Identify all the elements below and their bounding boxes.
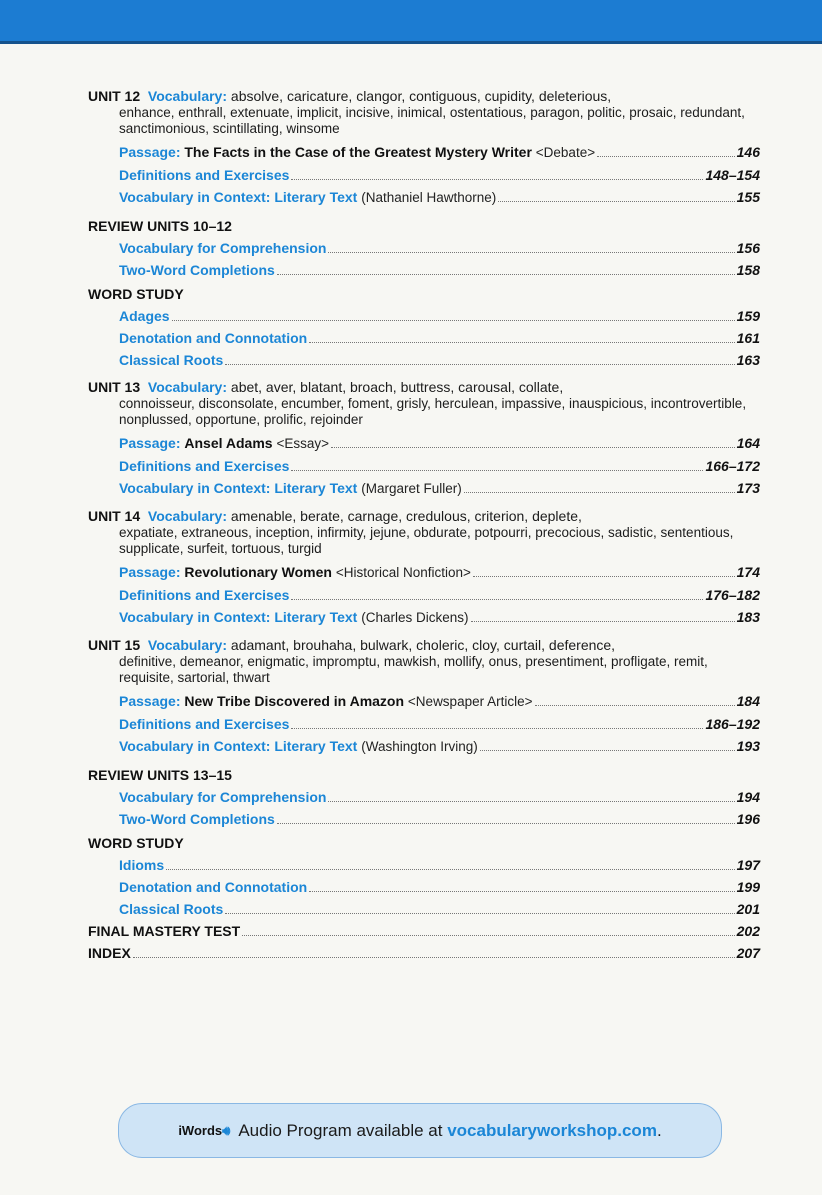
page-number: 183 [736, 609, 760, 625]
passage-title: New Tribe Discovered in Amazon [184, 693, 405, 709]
entry-label: FINAL MASTERY TEST [88, 923, 241, 939]
passage-type: <Historical Nonfiction> [335, 565, 471, 580]
page-number: 159 [736, 308, 760, 324]
unit-12 [88, 88, 760, 209]
toc-entry-definitions[interactable] [88, 164, 760, 186]
vocab-in-context-label: Vocabulary in Context: Literary Text [119, 738, 358, 754]
vocab-in-context-label: Vocabulary in Context: Literary Text [119, 609, 358, 625]
leader-dots [291, 599, 703, 600]
leader-dots [291, 179, 703, 180]
entry-label: Denotation and Connotation [119, 330, 308, 346]
page-number: 186–192 [705, 716, 760, 732]
toc-entry[interactable] [88, 259, 760, 281]
vocabulary-words: expatiate, extraneous, inception, infirmity, jejune, obdurate, potpourri, precocious, sadistic, sententious, supplicate, surfeit, tortuous, turgid [119, 525, 734, 556]
page-number: 164 [736, 435, 760, 451]
leader-dots [242, 935, 734, 936]
vocabulary-words: connoisseur, disconsolate, encumber, foment, grisly, herculean, impassive, inauspicious, incontrovertible, nonplussed, opportune, prolific, rejoinder [119, 396, 747, 427]
unit-title: UNIT 12 [88, 88, 141, 104]
vocabulary-words-first: adamant, brouhaha, bulwark, choleric, cloy, curtail, deference, [230, 637, 616, 653]
definitions-label: Definitions and Exercises [119, 587, 290, 603]
page-number: 148–154 [705, 167, 760, 183]
toc-entry[interactable] [88, 786, 760, 808]
unit-13 [88, 379, 760, 500]
toc-entry-vocab-in-context[interactable] [88, 735, 760, 758]
toc-entry[interactable] [88, 237, 760, 259]
page-number: 155 [736, 189, 760, 205]
entry-label: Vocabulary for Comprehension [119, 240, 327, 256]
toc-entry[interactable] [88, 305, 760, 327]
toc-entry-passage[interactable] [88, 690, 760, 713]
leader-dots [473, 576, 735, 577]
entry-label: Denotation and Connotation [119, 879, 308, 895]
toc-entry-definitions[interactable] [88, 584, 760, 606]
definitions-label: Definitions and Exercises [119, 716, 290, 732]
leader-dots [309, 891, 734, 892]
iwords-logo [178, 1123, 230, 1139]
toc-entry-index[interactable] [88, 942, 760, 964]
page-number: 194 [736, 789, 760, 805]
entry-label: Classical Roots [119, 352, 224, 368]
website-link[interactable]: vocabularyworkshop.com [447, 1120, 657, 1140]
unit-14 [88, 508, 760, 629]
page-number: 166–172 [705, 458, 760, 474]
author: (Charles Dickens) [361, 610, 469, 625]
leader-dots [166, 869, 735, 870]
author: (Nathaniel Hawthorne) [361, 190, 497, 205]
page-number: 173 [736, 480, 760, 496]
word-study-heading: WORD STUDY [88, 835, 184, 851]
vocabulary-words: enhance, enthrall, extenuate, implicit, incisive, inimical, ostentatious, paragon, politic, prosaic, redundant, sanctimonious, scintillating, winsome [119, 105, 745, 136]
passage-label: Passage: [119, 564, 181, 580]
leader-dots [498, 201, 734, 202]
unit-header [88, 508, 760, 525]
toc-entry-passage[interactable] [88, 432, 760, 455]
page-number: 197 [736, 857, 760, 873]
unit-header [88, 88, 760, 105]
page-number: 158 [736, 262, 760, 278]
page-number: 146 [736, 144, 760, 160]
vocabulary-words-first: abet, aver, blatant, broach, buttress, carousal, collate, [230, 379, 564, 395]
passage-label: Passage: [119, 693, 181, 709]
toc-entry[interactable] [88, 349, 760, 371]
page-number: 196 [736, 811, 760, 827]
passage-label: Passage: [119, 144, 181, 160]
iwords-logo-text: iWords [178, 1122, 223, 1138]
vocabulary-words-first: absolve, caricature, clangor, contiguous, cupidity, deleterious, [230, 88, 612, 104]
leader-dots [597, 156, 735, 157]
toc-entry-passage[interactable] [88, 141, 760, 164]
entry-label: Vocabulary for Comprehension [119, 789, 327, 805]
banner-period: . [656, 1120, 662, 1140]
page-number: 176–182 [705, 587, 760, 603]
entry-label: INDEX [88, 945, 131, 961]
leader-dots [535, 705, 735, 706]
leader-dots [277, 823, 735, 824]
unit-header [88, 379, 760, 396]
vocabulary-label: Vocabulary: [147, 379, 228, 395]
table-of-contents [88, 88, 760, 964]
entry-label: Idioms [119, 857, 165, 873]
page-number: 202 [736, 923, 760, 939]
passage-type: <Newspaper Article> [407, 694, 533, 709]
leader-dots [328, 252, 734, 253]
page-number: 201 [736, 901, 760, 917]
toc-entry-vocab-in-context[interactable] [88, 606, 760, 629]
unit-title: UNIT 13 [88, 379, 141, 395]
audio-program-banner [118, 1103, 722, 1158]
page-number: 184 [736, 693, 760, 709]
page-number: 156 [736, 240, 760, 256]
toc-entry-final-mastery-test[interactable] [88, 920, 760, 942]
passage-type: <Debate> [535, 145, 596, 160]
passage-title: Revolutionary Women [184, 564, 332, 580]
page-number: 174 [736, 564, 760, 580]
entry-label: Two-Word Completions [119, 262, 275, 278]
leader-dots [225, 913, 734, 914]
banner-text: Audio Program available at [238, 1120, 443, 1140]
leader-dots [291, 728, 703, 729]
top-color-bar [0, 0, 822, 44]
toc-entry-definitions[interactable] [88, 713, 760, 735]
vocabulary-words: definitive, demeanor, enigmatic, impromptu, mawkish, mollify, onus, presentiment, profligate, remit, requisite, sartorial, thwart [119, 654, 708, 685]
page-number: 163 [736, 352, 760, 368]
review-units-heading: REVIEW UNITS 10–12 [88, 218, 232, 234]
toc-entry-passage[interactable] [88, 561, 760, 584]
author: (Washington Irving) [361, 739, 478, 754]
leader-dots [464, 492, 735, 493]
unit-header [88, 637, 760, 654]
entry-label: Two-Word Completions [119, 811, 275, 827]
toc-entry[interactable] [88, 808, 760, 830]
vocab-in-context-label: Vocabulary in Context: Literary Text [119, 480, 358, 496]
toc-entry[interactable] [88, 876, 760, 898]
vocabulary-words-first: amenable, berate, carnage, credulous, criterion, deplete, [230, 508, 582, 524]
definitions-label: Definitions and Exercises [119, 167, 290, 183]
leader-dots [225, 364, 734, 365]
vocab-in-context-label: Vocabulary in Context: Literary Text [119, 189, 358, 205]
toc-entry[interactable] [88, 327, 760, 349]
page-number: 199 [736, 879, 760, 895]
leader-dots [277, 274, 735, 275]
word-study-heading: WORD STUDY [88, 286, 184, 302]
page-number: 207 [736, 945, 760, 961]
page-number: 193 [736, 738, 760, 754]
vocabulary-label: Vocabulary: [147, 637, 228, 653]
toc-entry[interactable] [88, 854, 760, 876]
entry-label: Classical Roots [119, 901, 224, 917]
definitions-label: Definitions and Exercises [119, 458, 290, 474]
leader-dots [328, 801, 734, 802]
passage-type: <Essay> [276, 436, 329, 451]
leader-dots [471, 621, 735, 622]
passage-title: Ansel Adams [184, 435, 273, 451]
toc-entry-vocab-in-context[interactable] [88, 186, 760, 209]
leader-dots [480, 750, 735, 751]
author: (Margaret Fuller) [361, 481, 462, 496]
leader-dots [172, 320, 735, 321]
toc-entry-vocab-in-context[interactable] [88, 477, 760, 500]
leader-dots [133, 957, 735, 958]
leader-dots [331, 447, 735, 448]
entry-label: Adages [119, 308, 170, 324]
unit-title: UNIT 15 [88, 637, 141, 653]
leader-dots [291, 470, 703, 471]
toc-entry[interactable] [88, 898, 760, 920]
unit-title: UNIT 14 [88, 508, 141, 524]
vocabulary-label: Vocabulary: [147, 508, 228, 524]
sound-wave-icon: 🔊︎ [222, 1122, 231, 1138]
passage-title: The Facts in the Case of the Greatest Mystery Writer [184, 144, 532, 160]
review-units-heading: REVIEW UNITS 13–15 [88, 767, 232, 783]
page-number: 161 [736, 330, 760, 346]
toc-entry-definitions[interactable] [88, 455, 760, 477]
passage-label: Passage: [119, 435, 181, 451]
vocabulary-label: Vocabulary: [147, 88, 228, 104]
unit-15 [88, 637, 760, 758]
leader-dots [309, 342, 734, 343]
